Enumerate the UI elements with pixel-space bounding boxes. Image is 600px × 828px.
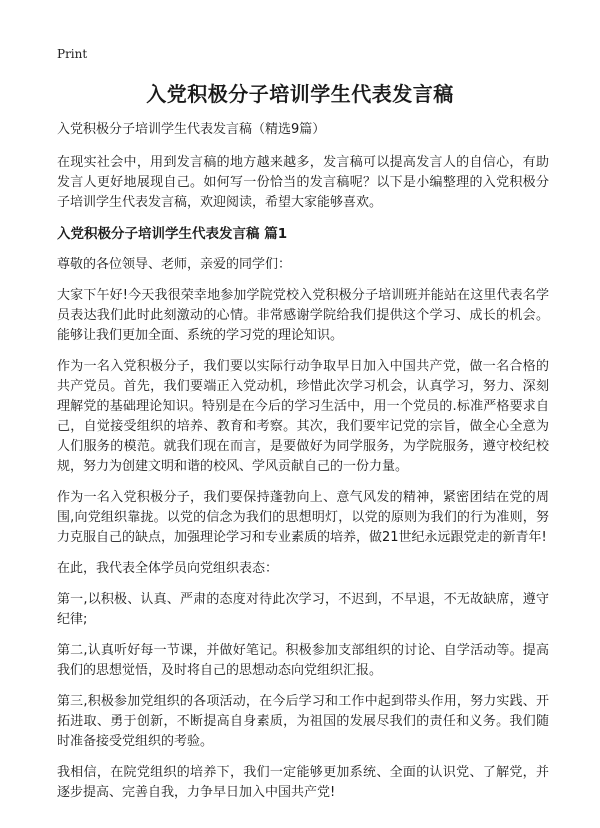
body-paragraph: 在此，我代表全体学员向党组织表态：	[57, 561, 279, 576]
document-body	[57, 120, 549, 814]
body-paragraph: 大家下午好!今天我很荣幸地参加学院党校入党积极分子培训班并能站在这里代表名学员表达我们此时此刻激动的心情。非常感谢学院给我们提供这个学习、成长的机会。能够让我们更加全面、系统的学习党的理论知识。	[57, 288, 549, 343]
body-paragraph: 作为一名入党积极分子，我们要以实际行动争取早日加入中国共产党，做一名合格的共产党员。首先，我们要端正入党动机，珍惜此次学习机会，认真学习，努力、深刻理解党的基础理论知识。特别是在今后的学习生活中，用一个党员的.标准严格要求自己，自觉接受组织的培养、教育和考察。其次，我们要牢记党的宗旨，做全心全意为人们服务的模范。就我们现在而言，是要做好为同学服务，为学院服务，遵守校纪校规，努力为创建文明和谐的校风、学风贡献自己的一份力量。	[57, 359, 549, 474]
body-paragraph: 第一,以积极、认真、严肃的态度对待此次学习，不迟到，不早退，不无故缺席，遵守纪律;	[57, 592, 549, 627]
body-paragraph: 我相信，在院党组织的培养下，我们一定能够更加系统、全面的认识党、了解党，并逐步提高、完善自我，力争早日加入中国共产党!	[57, 765, 549, 800]
document-subtitle: 入党积极分子培训学生代表发言稿（精选9篇）	[57, 122, 326, 137]
section-heading: 入党积极分子培训学生代表发言稿 篇1	[57, 226, 288, 242]
document-title: 入党积极分子培训学生代表发言稿	[146, 82, 454, 106]
body-paragraph: 第三,积极参加党组织的各项活动，在今后学习和工作中起到带头作用，努力实践、开拓进取、勇于创新，不断提高自身素质，为祖国的发展尽我们的责任和义务。我们随时准备接受党组织的考验。	[57, 694, 549, 749]
print-link[interactable]: Print	[57, 47, 88, 61]
intro-paragraph: 在现实社会中，用到发言稿的地方越来越多，发言稿可以提高发言人的自信心，有助发言人更好地展现自己。如何写一份恰当的发言稿呢？以下是小编整理的入党积极分子培训学生代表发言稿，欢迎阅读，希望大家能够喜欢。	[57, 155, 549, 210]
body-paragraph: 第二,认真听好每一节课，并做好笔记。积极参加支部组织的讨论、自学活动等。提高我们的思想觉悟，及时将自己的思想动态向党组织汇报。	[57, 643, 549, 678]
body-paragraph: 作为一名入党积极分子，我们要保持蓬勃向上、意气风发的精神，紧密团结在党的周围,向党组织靠拢。以党的信念为我们的思想明灯，以党的原则为我们的行为准则，努力克服自己的缺点，加强理论学习和专业素质的培养，做21世纪永远跟党走的新青年!	[57, 490, 549, 545]
body-paragraph: 尊敬的各位领导、老师，亲爱的同学们：	[57, 257, 292, 272]
